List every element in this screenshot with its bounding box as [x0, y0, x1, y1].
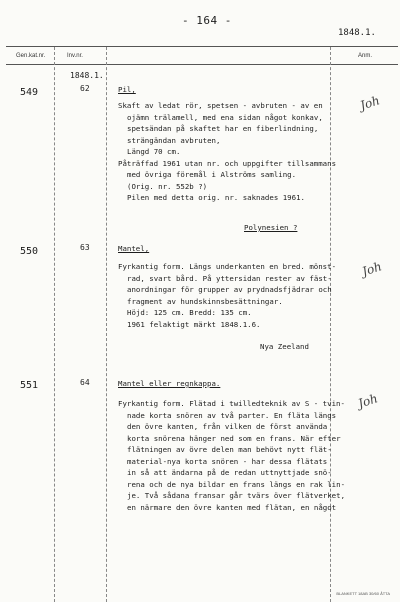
catalog-number: 549	[20, 87, 39, 98]
entry-description: Fyrkantig form. Flätad i twilledteknik av S - tvin- nade korta snören av två parter. En fläta längs den övre kanten, från vilken de först använda korta snörena hänger ned som en frans. När efter flätningen av övre delen man behövt nytt flät- material-nya korta snören - har dessa flätats in så att ändarna på de redan uttnyttjade snö- rena och de nya bildar en frans längs en rak lin- je. Två sådana fransar går tvärs över flätverket, en närmare den övre kanten med flätan, en något	[118, 399, 346, 512]
inventory-number: 62	[80, 84, 90, 93]
entry-title: Mantel,	[118, 244, 150, 253]
inventory-number: 63	[80, 243, 90, 252]
catalog-number: 551	[20, 380, 39, 391]
entry-description: Skaft av ledat rör, spetsen - avbruten - av en ojämn trälamell, med ena sidan något konkav, spetsändan på skaftet har en fiberlindning, strängändan avbruten, Längd 70 cm. Påträffad 1961 utan nr. och uppgifter tillsammans med övriga föremål i Alströms samling. (Orig. nr. 552b ?) Pilen med detta orig. nr. saknades 1961.	[118, 101, 337, 202]
catalog-number: 550	[20, 246, 39, 257]
remark-signature: Joh	[356, 391, 380, 411]
inventory-prefix: 1848.1.	[70, 71, 104, 80]
column-header-remarks: Anm.	[358, 53, 373, 59]
page-number: - 164 -	[182, 14, 232, 27]
header-year: 1848.1.	[338, 28, 376, 38]
entry-description: Fyrkantig form. Längs underkanten en bred. mönst- rad, svart bård. På yttersidan rester av fäst- anordningar för grupper av prydnadsfjädrar och fragment av hundskinnsbesättningar. Höjd: 125 cm. Bredd: 135 cm. 1961 felaktigt märkt 1848.1.6.	[118, 262, 337, 329]
column-header-catalog: Gen.kat.nr.	[16, 53, 46, 59]
remark-signature: Joh	[360, 259, 384, 279]
remark-signature: Joh	[358, 93, 382, 113]
column-header-inventory: Inv.nr.	[67, 53, 83, 59]
header-top-rule	[6, 46, 398, 47]
entry-region: Polynesien ?	[244, 223, 298, 232]
column-divider-2	[106, 47, 107, 602]
entry-title: Pil,	[118, 85, 136, 94]
entry-title: Mantel eller regnkappa.	[118, 379, 221, 388]
header-bottom-rule	[6, 64, 398, 65]
column-divider-1	[54, 47, 55, 602]
entry-region: Nya Zeeland	[260, 342, 309, 351]
printer-footnote: BLANKETT 18AB 30/60 ÅTTA	[336, 591, 390, 596]
inventory-number: 64	[80, 378, 90, 387]
